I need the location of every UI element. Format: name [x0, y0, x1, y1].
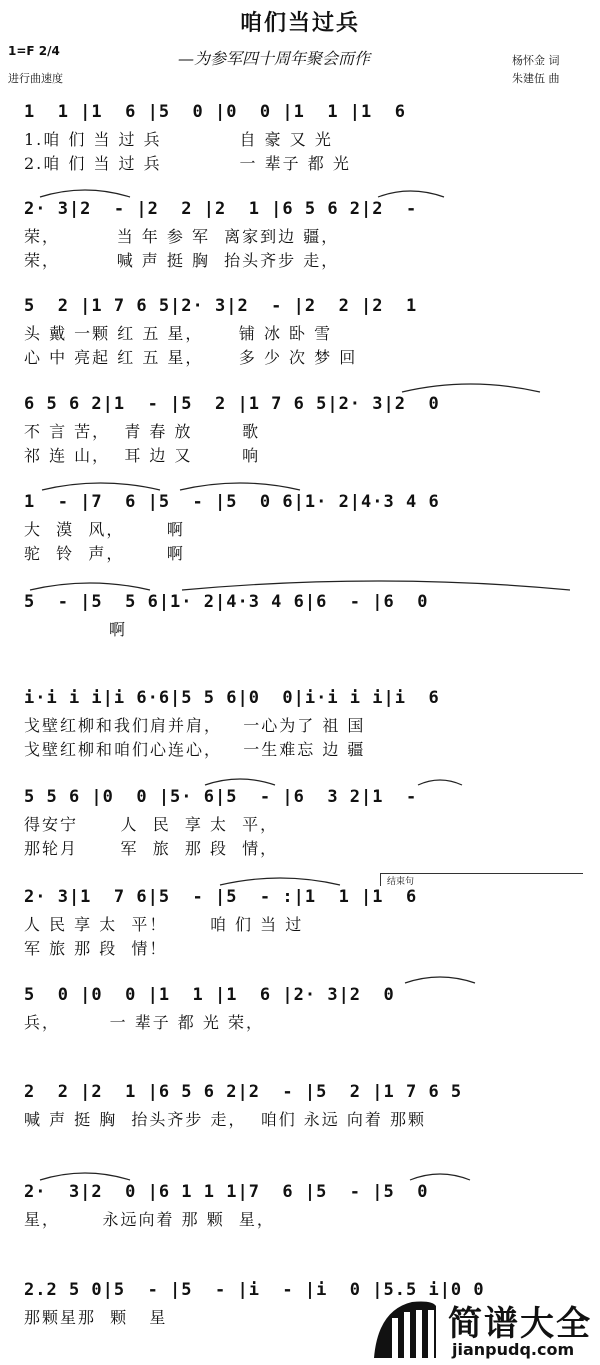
lyric-line-1: 那颗星那 颗 星: [24, 1308, 168, 1327]
lyric-line-2: 荣， 喊 声 挺 胸 抬头齐步 走，: [24, 251, 340, 270]
ending-bracket: 结束句: [380, 873, 583, 886]
lyric-line-2: 那轮月 军 旅 那 段 情，: [24, 839, 279, 858]
subtitle: —为参军四十周年聚会而作: [178, 49, 371, 68]
notation-line: 1 - |7 6 |5 - |5 0 6|1· 2|4·3 4 6: [24, 492, 440, 512]
notation-line: 2.2 5 0|5 - |5 - |i - |i 0 |5.5 i|0 0: [24, 1280, 485, 1300]
composer-credit: 朱建伍 曲: [512, 72, 560, 85]
lyric-line-1: 啊: [24, 620, 128, 639]
lyric-line-1: 喊 声 挺 胸 抬头齐步 走， 咱们 永远 向着 那颗: [24, 1110, 426, 1129]
notation-line: 6 5 6 2|1 - |5 2 |1 7 6 5|2· 3|2 0: [24, 394, 440, 414]
piano-keys-icon: [372, 1300, 438, 1358]
notation-line: 2 2 |2 1 |6 5 6 2|2 - |5 2 |1 7 6 5: [24, 1082, 463, 1102]
notation-line: 1 1 |1 6 |5 0 |0 0 |1 1 |1 6: [24, 102, 406, 122]
site-watermark: [372, 1296, 598, 1362]
lyric-line-1: 得安宁 人 民 享 太 平，: [24, 815, 279, 834]
tempo-marking: 进行曲速度: [8, 72, 63, 85]
lyric-line-1: 戈壁红柳和我们肩并肩， 一心为了 祖 国: [24, 716, 366, 735]
page-title: 咱们当过兵: [239, 10, 360, 36]
notation-line: 2· 3|1 7 6|5 - |5 - :|1 1 |1 6: [24, 887, 418, 907]
notation-line: 2· 3|2 0 |6 1 1 1|7 6 |5 - |5 0: [24, 1182, 429, 1202]
watermark-url: jianpudq.com: [452, 1340, 575, 1359]
key-signature: 1=F 2/4: [8, 44, 60, 58]
notation-line: i·i i i|i 6·6|5 5 6|0 0|i·i i i|i 6: [24, 688, 440, 708]
lyric-line-1: 兵， 一 辈子 都 光 荣，: [24, 1013, 264, 1032]
notation-line: 5 0 |0 0 |1 1 |1 6 |2· 3|2 0: [24, 985, 395, 1005]
lyric-line-2: 驼 铃 声， 啊: [24, 544, 185, 563]
notation-line: 5 5 6 |0 0 |5· 6|5 - |6 3 2|1 -: [24, 787, 418, 807]
lyric-line-1: 人 民 享 太 平！ 咱 们 当 过: [24, 915, 304, 934]
lyric-line-2: 2.咱 们 当 过 兵 一 辈子 都 光: [24, 154, 351, 173]
lyric-line-1: 不 言 苦， 青 春 放 歌: [24, 422, 261, 441]
watermark-title: 简谱大全: [448, 1304, 592, 1344]
notation-line: 2· 3|2 - |2 2 |2 1 |6 5 6 2|2 -: [24, 199, 418, 219]
lyric-line-1: 头 戴 一颗 红 五 星， 铺 冰 卧 雪: [24, 324, 333, 343]
lyric-line-2: 心 中 亮起 红 五 星， 多 少 次 梦 回: [24, 348, 358, 367]
lyric-line-1: 星， 永远向着 那 颗 星，: [24, 1210, 275, 1229]
lyric-line-1: 1.咱 们 当 过 兵 自 豪 又 光: [24, 130, 333, 149]
notation-line: 5 - |5 5 6|1· 2|4·3 4 6|6 - |6 0: [24, 592, 429, 612]
notation-line: 5 2 |1 7 6 5|2· 3|2 - |2 2 |2 1: [24, 296, 418, 316]
lyric-line-2: 戈壁红柳和咱们心连心， 一生难忘 边 疆: [24, 740, 366, 759]
lyric-line-2: 祁 连 山， 耳 边 又 响: [24, 446, 261, 465]
lyric-line-2: 军 旅 那 段 情！: [24, 939, 168, 958]
lyricist-credit: 杨怀金 词: [512, 54, 560, 67]
lyric-line-1: 大 漠 风， 啊: [24, 520, 185, 539]
lyric-line-1: 荣， 当 年 参 军 离家到边 疆，: [24, 227, 340, 246]
